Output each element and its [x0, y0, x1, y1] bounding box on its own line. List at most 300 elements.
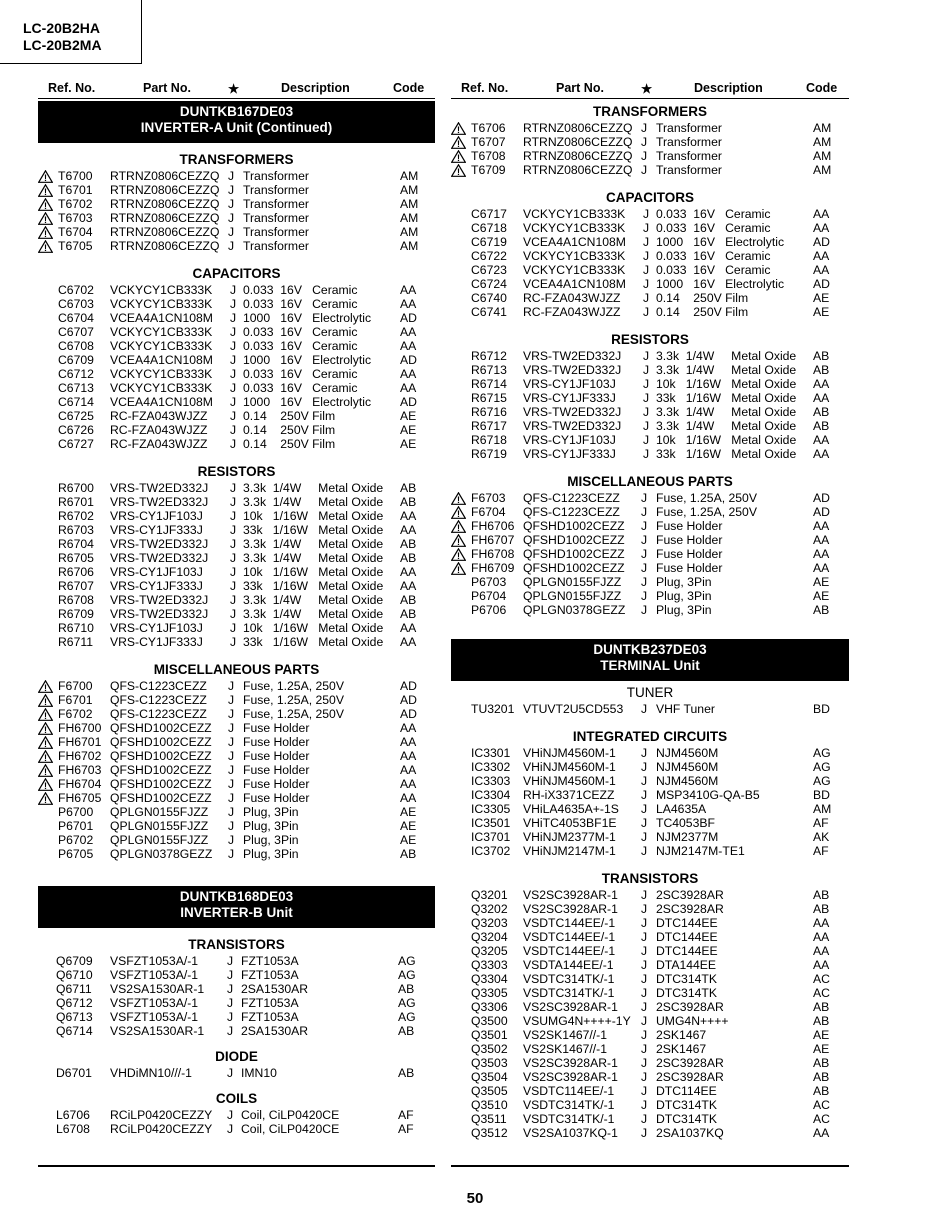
part-row	[451, 447, 849, 461]
unit-title-line: DUNTKB237DE03	[593, 642, 707, 657]
section-heading: DIODE	[215, 1049, 258, 1064]
warning-triangle-icon	[38, 226, 53, 239]
section-heading: MISCELLANEOUS PARTS	[153, 662, 320, 677]
part-desc: TC4053BF	[656, 816, 715, 830]
part-row	[451, 547, 849, 561]
header-code: Code	[806, 81, 838, 95]
model-label-box	[0, 0, 142, 64]
part-desc: 0.14 250V Film	[243, 423, 336, 437]
part-desc: 2SA1037KQ	[656, 1126, 724, 1140]
part-row	[451, 972, 849, 986]
part-ref: R6712	[471, 349, 507, 363]
part-desc: IMN10	[241, 1066, 277, 1080]
part-row	[38, 537, 435, 551]
part-part: VRS-CY1JF333J	[523, 391, 616, 405]
part-desc: Plug, 3Pin	[243, 819, 299, 833]
part-desc: 2SC3928AR	[656, 1056, 724, 1070]
part-row	[38, 954, 435, 968]
part-code: AM	[400, 169, 419, 183]
part-row	[38, 211, 435, 225]
section-heading: TRANSISTORS	[188, 937, 285, 952]
part-ref: P6705	[58, 847, 94, 861]
part-j: J	[641, 505, 648, 519]
part-row	[38, 423, 435, 437]
part-desc: Fuse Holder	[243, 749, 310, 763]
part-ref: R6718	[471, 433, 507, 447]
part-j: J	[230, 339, 237, 353]
part-desc: 33k 1/16W Metal Oxide	[656, 447, 797, 461]
part-ref: IC3302	[471, 760, 511, 774]
model-name-2: LC-20B2MA	[23, 37, 102, 53]
part-part: VRS-CY1JF333J	[523, 447, 616, 461]
part-code: AM	[400, 211, 419, 225]
part-part: VSDTC144EE/-1	[523, 916, 616, 930]
part-desc: 0.033 16V Ceramic	[243, 297, 358, 311]
part-j: J	[641, 547, 648, 561]
part-desc: Fuse Holder	[656, 533, 723, 547]
part-part: QFS-C1223CEZZ	[110, 707, 207, 721]
part-ref: P6700	[58, 805, 94, 819]
part-j: J	[643, 391, 650, 405]
part-j: J	[641, 902, 648, 916]
part-part: QFSHD1002CEZZ	[110, 777, 212, 791]
svg-text:!: !	[44, 683, 47, 693]
part-row	[451, 1084, 849, 1098]
part-ref: Q6709	[56, 954, 93, 968]
part-desc: Fuse Holder	[656, 519, 723, 533]
part-j: J	[228, 847, 235, 861]
part-part: RC-FZA043WJZZ	[110, 423, 208, 437]
part-ref: C6723	[471, 263, 507, 277]
part-row	[38, 283, 435, 297]
part-code: AA	[813, 249, 830, 263]
part-code: AM	[400, 183, 419, 197]
part-j: J	[643, 221, 650, 235]
part-part: RTRNZ0806CEZZQ	[110, 239, 220, 253]
svg-text:!: !	[457, 125, 460, 135]
part-part: VCKYCY1CB333K	[110, 381, 213, 395]
part-ref: C6707	[58, 325, 94, 339]
part-part: RC-FZA043WJZZ	[110, 437, 208, 451]
part-ref: C6717	[471, 207, 507, 221]
part-j: J	[643, 349, 650, 363]
part-j: J	[227, 1108, 234, 1122]
svg-text:!: !	[457, 153, 460, 163]
part-part: VCKYCY1CB333K	[110, 339, 213, 353]
part-desc: 0.033 16V Ceramic	[656, 249, 771, 263]
part-desc: DTC114EE	[656, 1084, 717, 1098]
part-code: AB	[813, 419, 830, 433]
part-j: J	[641, 972, 648, 986]
part-row	[451, 235, 849, 249]
part-j: J	[641, 603, 648, 617]
part-code: AA	[813, 433, 830, 447]
warning-triangle-icon	[451, 534, 466, 547]
svg-text:!: !	[44, 697, 47, 707]
part-row	[38, 679, 435, 693]
svg-text:!: !	[457, 565, 460, 575]
part-j: J	[227, 1024, 234, 1038]
part-desc: Plug, 3Pin	[243, 847, 299, 861]
part-j: J	[230, 325, 237, 339]
part-ref: C6719	[471, 235, 507, 249]
part-part: VSDTC314TK/-1	[523, 972, 615, 986]
part-ref: C6709	[58, 353, 94, 367]
part-row	[38, 523, 435, 537]
part-j: J	[227, 1066, 234, 1080]
part-row	[38, 409, 435, 423]
part-code: AE	[813, 305, 830, 319]
part-ref: T6704	[58, 225, 93, 239]
part-desc: 3.3k 1/4W Metal Oxide	[656, 349, 797, 363]
part-part: VSDTC144EE/-1	[523, 944, 616, 958]
part-part: VRS-TW2ED332J	[110, 607, 209, 621]
part-row	[38, 735, 435, 749]
part-ref: Q3202	[471, 902, 508, 916]
part-j: J	[228, 833, 235, 847]
svg-text:!: !	[44, 767, 47, 777]
part-desc: 0.033 16V Ceramic	[656, 221, 771, 235]
part-part: RTRNZ0806CEZZQ	[523, 149, 633, 163]
part-code: AD	[813, 277, 830, 291]
part-part: VRS-TW2ED332J	[110, 495, 209, 509]
warning-triangle-icon	[38, 198, 53, 211]
part-ref: R6705	[58, 551, 94, 565]
unit-title-line: INVERTER-A Unit (Continued)	[140, 120, 333, 135]
part-row	[38, 239, 435, 253]
part-row	[38, 749, 435, 763]
header-part-no: Part No.	[143, 81, 191, 95]
part-ref: FH6708	[471, 547, 515, 561]
part-ref: C6740	[471, 291, 507, 305]
svg-text:!: !	[44, 187, 47, 197]
part-ref: T6701	[58, 183, 93, 197]
section-heading: RESISTORS	[611, 332, 689, 347]
header-star: ★	[641, 82, 653, 96]
part-ref: L6706	[56, 1108, 90, 1122]
part-row	[451, 519, 849, 533]
svg-text:!: !	[44, 739, 47, 749]
part-row	[38, 367, 435, 381]
part-row	[38, 693, 435, 707]
part-part: VCKYCY1CB333K	[523, 249, 626, 263]
part-ref: IC3701	[471, 830, 511, 844]
part-desc: 10k 1/16W Metal Oxide	[243, 621, 384, 635]
part-code: AB	[813, 1084, 830, 1098]
unit-title-line: DUNTKB168DE03	[179, 889, 294, 904]
part-row	[451, 1042, 849, 1056]
part-desc: NJM4560M	[656, 746, 719, 760]
part-row	[38, 481, 435, 495]
part-part: RTRNZ0806CEZZQ	[110, 211, 220, 225]
part-ref: R6713	[471, 363, 507, 377]
part-desc: Coil, CiLP0420CE	[241, 1108, 340, 1122]
part-j: J	[641, 788, 648, 802]
part-desc: 2SC3928AR	[656, 902, 724, 916]
part-code: AM	[813, 121, 832, 135]
parts-list	[451, 491, 849, 617]
part-ref: T6702	[58, 197, 93, 211]
part-row	[451, 377, 849, 391]
part-ref: T6700	[58, 169, 93, 183]
part-j: J	[227, 982, 234, 996]
svg-text:!: !	[457, 139, 460, 149]
part-desc: Plug, 3Pin	[656, 589, 712, 603]
part-part: VRS-CY1JF333J	[110, 523, 203, 537]
part-j: J	[228, 763, 235, 777]
part-code: AB	[400, 481, 417, 495]
part-part: VSDTC144EE/-1	[523, 930, 616, 944]
part-row	[38, 381, 435, 395]
part-part: QPLGN0155FJZZ	[110, 805, 209, 819]
svg-text:!: !	[457, 537, 460, 547]
bottom-rule-left	[38, 1165, 435, 1167]
part-ref: C6741	[471, 305, 507, 319]
section-heading: COILS	[215, 1091, 258, 1106]
part-j: J	[641, 121, 648, 135]
part-code: AD	[813, 235, 830, 249]
part-row	[451, 986, 849, 1000]
part-row	[38, 169, 435, 183]
part-desc: Transformer	[656, 163, 722, 177]
part-code: AA	[813, 207, 830, 221]
part-part: QFSHD1002CEZZ	[523, 519, 625, 533]
part-part: VTUVT2U5CD553	[523, 702, 624, 716]
part-j: J	[643, 363, 650, 377]
part-desc: 2SC3928AR	[656, 1070, 724, 1084]
part-ref: F6702	[58, 707, 93, 721]
part-part: VHiNJM4560M-1	[523, 760, 616, 774]
part-desc: Plug, 3Pin	[243, 805, 299, 819]
part-desc: 1000 16V Electrolytic	[243, 311, 372, 325]
part-desc: 2SC3928AR	[656, 888, 724, 902]
part-desc: DTC144EE	[656, 930, 718, 944]
part-part: VRS-TW2ED332J	[110, 481, 209, 495]
part-part: QFSHD1002CEZZ	[110, 721, 212, 735]
part-ref: C6712	[58, 367, 94, 381]
part-desc: Fuse, 1.25A, 250V	[243, 707, 344, 721]
part-part: QFSHD1002CEZZ	[110, 763, 212, 777]
part-desc: Transformer	[656, 135, 722, 149]
part-ref: R6704	[58, 537, 94, 551]
part-j: J	[641, 1098, 648, 1112]
part-part: VCEA4A1CN108M	[110, 395, 213, 409]
part-desc: Fuse, 1.25A, 250V	[243, 693, 344, 707]
part-desc: 33k 1/16W Metal Oxide	[243, 523, 384, 537]
part-row	[451, 163, 849, 177]
part-code: AF	[398, 1108, 414, 1122]
part-desc: 0.14 250V Film	[656, 305, 749, 319]
part-row	[451, 944, 849, 958]
part-code: AB	[398, 1024, 415, 1038]
part-j: J	[641, 844, 648, 858]
part-part: VHiNJM4560M-1	[523, 746, 616, 760]
warning-triangle-icon	[451, 548, 466, 561]
part-ref: C6713	[58, 381, 94, 395]
part-row	[38, 495, 435, 509]
part-desc: Transformer	[656, 149, 722, 163]
part-part: QFSHD1002CEZZ	[110, 735, 212, 749]
part-code: AM	[813, 135, 832, 149]
part-part: QPLGN0378GEZZ	[110, 847, 213, 861]
part-ref: C6726	[58, 423, 94, 437]
svg-text:!: !	[44, 201, 47, 211]
part-part: VSFZT1053A/-1	[110, 1010, 199, 1024]
part-code: AA	[400, 749, 417, 763]
section-heading: TRANSISTORS	[601, 871, 699, 886]
part-code: AG	[813, 774, 831, 788]
part-j: J	[641, 149, 648, 163]
part-desc: Fuse Holder	[656, 547, 723, 561]
part-part: VSFZT1053A/-1	[110, 968, 199, 982]
part-row	[38, 593, 435, 607]
warning-triangle-icon	[451, 150, 466, 163]
part-code: AA	[813, 391, 830, 405]
part-ref: R6714	[471, 377, 507, 391]
part-j: J	[641, 1084, 648, 1098]
part-ref: IC3501	[471, 816, 511, 830]
part-row	[38, 777, 435, 791]
part-ref: R6715	[471, 391, 507, 405]
part-j: J	[641, 774, 648, 788]
part-ref: D6701	[56, 1066, 92, 1080]
part-desc: Transformer	[243, 197, 309, 211]
part-ref: FH6706	[471, 519, 515, 533]
part-code: AG	[398, 1010, 416, 1024]
parts-list	[451, 207, 849, 319]
part-row	[451, 1112, 849, 1126]
part-part: RC-FZA043WJZZ	[523, 305, 621, 319]
part-ref: R6707	[58, 579, 94, 593]
part-j: J	[230, 423, 237, 437]
part-ref: P6702	[58, 833, 94, 847]
part-ref: T6705	[58, 239, 93, 253]
part-ref: Q6714	[56, 1024, 93, 1038]
part-ref: F6704	[471, 505, 506, 519]
parts-list	[38, 1066, 435, 1080]
part-code: AA	[400, 523, 417, 537]
part-code: AA	[813, 916, 830, 930]
svg-text:!: !	[457, 495, 460, 505]
part-row	[38, 982, 435, 996]
part-part: VCKYCY1CB333K	[523, 263, 626, 277]
part-j: J	[641, 491, 648, 505]
part-row	[451, 207, 849, 221]
svg-text:!: !	[44, 711, 47, 721]
part-code: AA	[400, 283, 417, 297]
part-row	[451, 363, 849, 377]
part-code: AA	[400, 635, 417, 649]
part-desc: Transformer	[243, 239, 309, 253]
part-ref: Q3303	[471, 958, 508, 972]
header-ref-no: Ref. No.	[48, 81, 96, 95]
unit-title-bar	[451, 639, 849, 681]
part-j: J	[230, 635, 237, 649]
part-desc: NJM2377M	[656, 830, 719, 844]
part-desc: 3.3k 1/4W Metal Oxide	[656, 405, 797, 419]
part-row	[451, 844, 849, 858]
part-code: AE	[813, 589, 830, 603]
part-ref: FH6704	[58, 777, 102, 791]
part-j: J	[228, 819, 235, 833]
part-part: VHiNJM4560M-1	[523, 774, 616, 788]
header-ref-no: Ref. No.	[461, 81, 509, 95]
part-code: AA	[400, 297, 417, 311]
part-desc: Transformer	[656, 121, 722, 135]
svg-text:!: !	[457, 167, 460, 177]
bottom-rule-right	[451, 1165, 849, 1167]
warning-triangle-icon	[451, 562, 466, 575]
part-row	[38, 339, 435, 353]
part-j: J	[643, 291, 650, 305]
part-row	[451, 760, 849, 774]
part-ref: C6703	[58, 297, 94, 311]
part-part: VSDTC114EE/-1	[523, 1084, 615, 1098]
parts-list	[38, 954, 435, 1038]
part-part: VRS-TW2ED332J	[523, 363, 622, 377]
warning-triangle-icon	[451, 492, 466, 505]
part-row	[38, 1066, 435, 1080]
warning-triangle-icon	[451, 164, 466, 177]
part-ref: Q3500	[471, 1014, 508, 1028]
part-j: J	[228, 183, 235, 197]
parts-list	[451, 121, 849, 177]
part-ref: Q3502	[471, 1042, 508, 1056]
part-ref: Q3201	[471, 888, 508, 902]
unit-title-line: DUNTKB167DE03	[179, 104, 294, 119]
part-desc: 0.14 250V Film	[243, 437, 336, 451]
part-part: VSUMG4N++++-1Y	[523, 1014, 631, 1028]
section-heading: MISCELLANEOUS PARTS	[567, 474, 733, 489]
part-desc: Fuse Holder	[243, 777, 310, 791]
part-desc: Fuse Holder	[243, 791, 310, 805]
part-code: AB	[398, 982, 415, 996]
part-ref: Q3205	[471, 944, 508, 958]
part-code: AA	[400, 367, 417, 381]
part-ref: Q6712	[56, 996, 93, 1010]
part-part: VCKYCY1CB333K	[523, 221, 626, 235]
part-desc: DTC314TK	[656, 986, 717, 1000]
part-ref: R6708	[58, 593, 94, 607]
part-desc: Fuse, 1.25A, 250V	[656, 491, 757, 505]
part-part: QFSHD1002CEZZ	[523, 561, 625, 575]
part-ref: FH6702	[58, 749, 102, 763]
part-ref: Q3203	[471, 916, 508, 930]
part-part: QPLGN0378GEZZ	[523, 603, 626, 617]
part-row	[38, 721, 435, 735]
svg-text:!: !	[44, 173, 47, 183]
part-ref: Q3503	[471, 1056, 508, 1070]
svg-text:!: !	[44, 781, 47, 791]
part-desc: 2SK1467	[656, 1042, 707, 1056]
part-j: J	[641, 533, 648, 547]
part-desc: 1000 16V Electrolytic	[656, 277, 785, 291]
part-code: AA	[400, 325, 417, 339]
part-part: RTRNZ0806CEZZQ	[110, 197, 220, 211]
warning-triangle-icon	[38, 170, 53, 183]
part-desc: Transformer	[243, 225, 309, 239]
part-desc: 33k 1/16W Metal Oxide	[656, 391, 797, 405]
section-heading: CAPACITORS	[605, 190, 694, 205]
part-desc: 33k 1/16W Metal Oxide	[243, 579, 384, 593]
part-j: J	[228, 805, 235, 819]
warning-triangle-icon	[38, 240, 53, 253]
svg-text:!: !	[457, 551, 460, 561]
part-part: VCEA4A1CN108M	[110, 311, 213, 325]
part-j: J	[641, 1042, 648, 1056]
part-desc: 0.033 16V Ceramic	[243, 367, 358, 381]
part-j: J	[230, 537, 237, 551]
